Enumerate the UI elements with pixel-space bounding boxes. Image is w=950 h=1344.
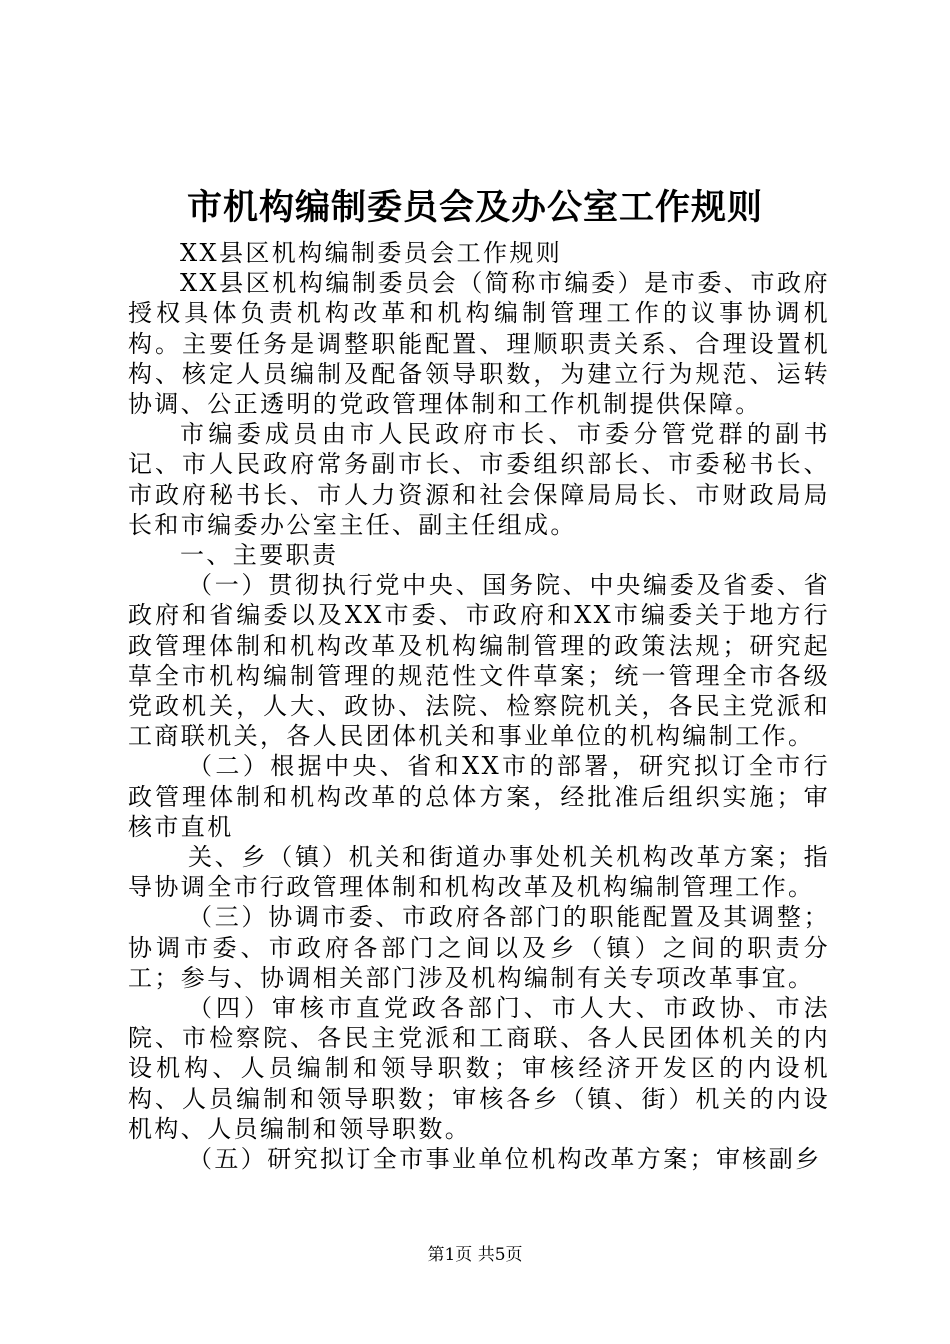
paragraph-members: 市编委成员由市人民政府市长、市委分管党群的副书记、市人民政府常务副市长、市委组织部长、市委秘书长、市政府秘书长、市人力资源和社会保障局局长、市财政局局长和市编委办公室主任、副主任组成。 <box>128 420 830 539</box>
section-heading-duties: 一、主要职责 <box>180 541 339 570</box>
paragraph-duty-3: （三）协调市委、市政府各部门的职能配置及其调整；协调市委、市政府各部门之间以及乡（镇）之间的职责分工；参与、协调相关部门涉及机构编制有关专项改革事宜。 <box>128 903 830 992</box>
paragraph-duty-5: （五）研究拟订全市事业单位机构改革方案；审核副乡 <box>188 1145 822 1174</box>
paragraph-duty-1: （一）贯彻执行党中央、国务院、中央编委及省委、省政府和省编委以及XX市委、市政府和XX市编委关于地方行政管理体制和机构改革及机构编制管理的政策法规；研究起草全市机构编制管理的规范性文件草案；统一管理全市各级党政机关，人大、政协、法院、检察院机关，各民主党派和工商联机关，各人民团体机关和事业单位的机构编制工作。 <box>128 571 830 751</box>
document-title: 市机构编制委员会及办公室工作规则 <box>186 187 763 228</box>
paragraph-duty-4: （四）审核市直党政各部门、市人大、市政协、市法院、市检察院、各民主党派和工商联、各人民团体机关的内设机构、人员编制和领导职数；审核经济开发区的内设机构、人员编制和领导职数；审核各乡（镇、街）机关的内设机构、人员编制和领导职数。 <box>128 994 830 1143</box>
document-body <box>128 238 830 1174</box>
paragraph-duty-2-continued: 关、乡（镇）机关和街道办事处机关机构改革方案；指导协调全市行政管理体制和机构改革及机构编制管理工作。 <box>128 843 830 902</box>
page-footer: 第1页 共5页 <box>427 1245 523 1265</box>
paragraph-subtitle: XX县区机构编制委员会工作规则 <box>180 239 563 267</box>
paragraph-duty-2: （二）根据中央、省和XX市的部署，研究拟订全市行政管理体制和机构改革的总体方案，经批准后组织实施；审核市直机 <box>128 752 830 841</box>
paragraph-intro: XX县区机构编制委员会（简称市编委）是市委、市政府授权具体负责机构改革和机构编制管理工作的议事协调机构。主要任务是调整职能配置、理顺职责关系、合理设置机构、核定人员编制及配备领导职数，为建立行为规范、运转协调、公正透明的党政管理体制和工作机制提供保障。 <box>128 269 830 419</box>
